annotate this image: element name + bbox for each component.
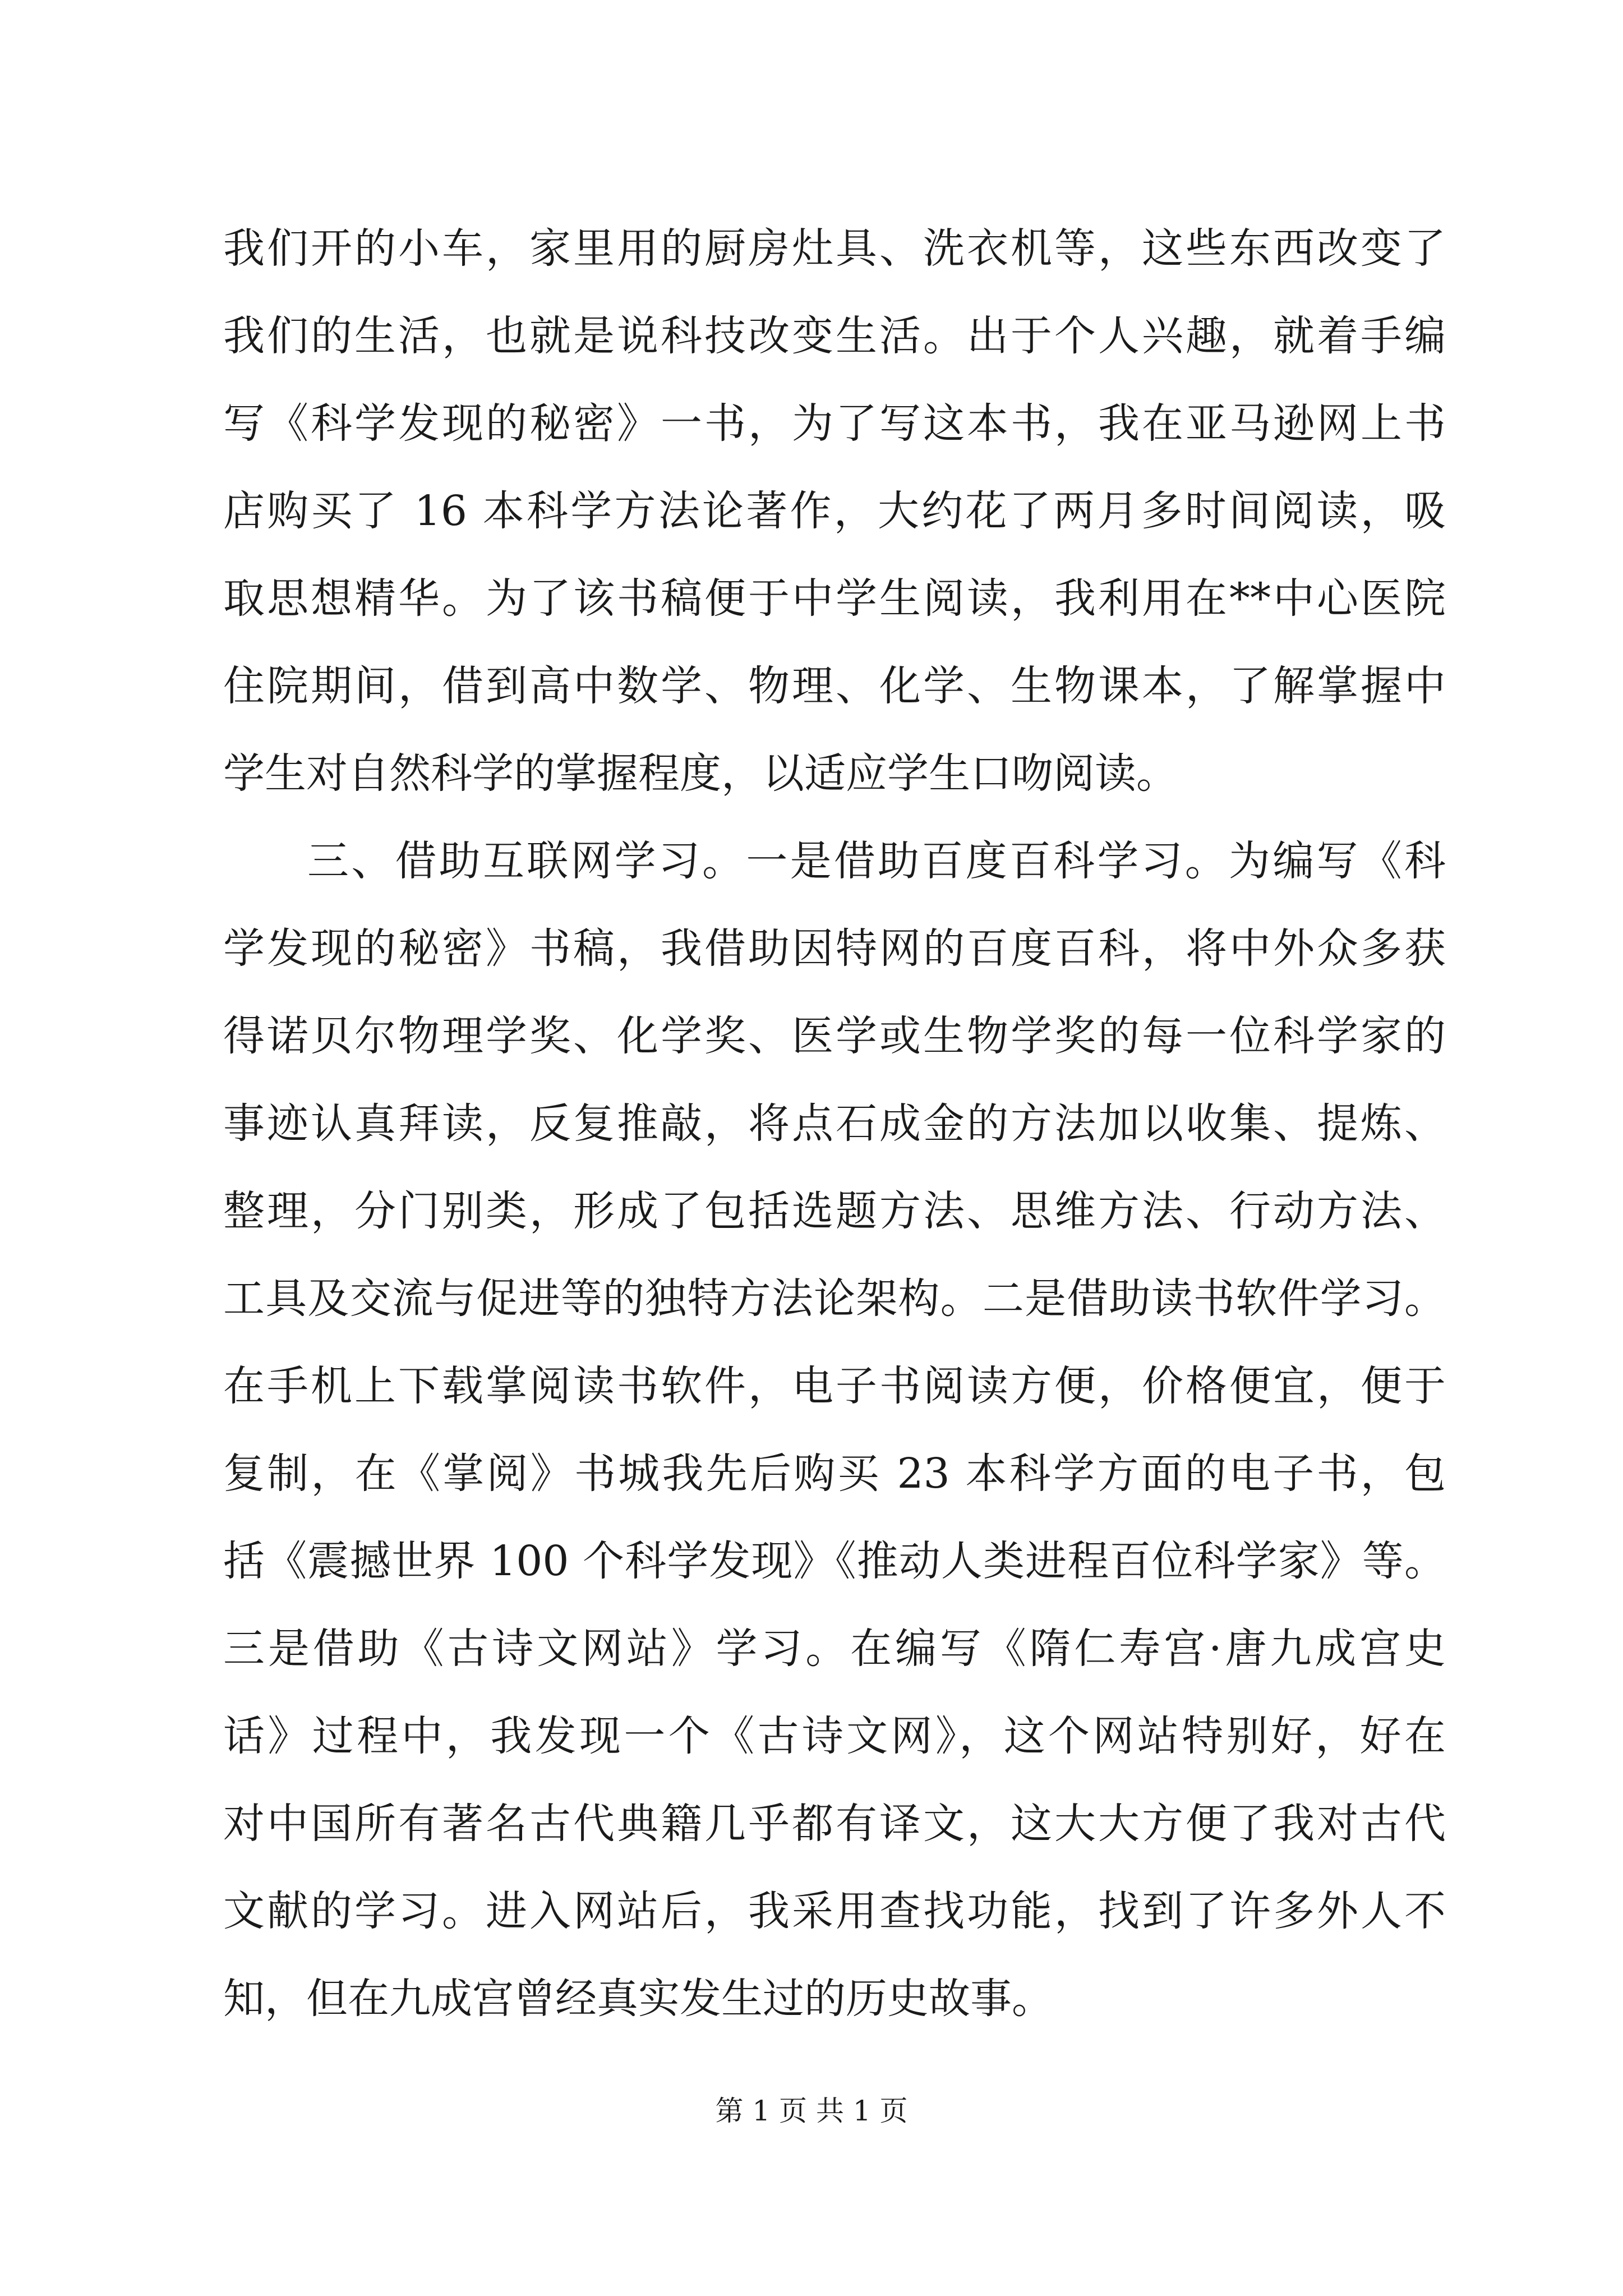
paragraph-start-line: 三、借助互联网学习。一是借助百度百科学习。为编写《科 [307,837,1446,885]
text-line: 复制，在《掌阅》书城我先后购买 23 本科学方面的电子书，包 [223,1450,1446,1498]
text-line: 我们开的小车，家里用的厨房灶具、洗衣机等，这些东西改变了 [223,224,1446,273]
text-line: 文献的学习。进入网站后，我采用查找功能，找到了许多外人不 [223,1887,1446,1935]
text-line: 在手机上下载掌阅读书软件，电子书阅读方便，价格便宜，便于 [223,1362,1446,1410]
body-text [223,205,1446,2042]
text-line: 我们的生活，也就是说科技改变生活。出于个人兴趣，就着手编 [223,312,1446,360]
text-line: 括《震撼世界 100 个科学发现》《推动人类进程百位科学家》等。 [223,1537,1446,1585]
text-line: 事迹认真拜读，反复推敲，将点石成金的方法加以收集、提炼、 [223,1099,1446,1148]
text-line: 学生对自然科学的掌握程度，以适应学生口吻阅读。 [223,749,1178,798]
page-footer [0,2091,1623,2131]
text-line: 话》过程中，我发现一个《古诗文网》，这个网站特别好，好在 [223,1712,1446,1760]
text-line: 知，但在九成宫曾经真实发生过的历史故事。 [223,1975,1053,2023]
text-line: 学发现的秘密》书稿，我借助因特网的百度百科，将中外众多获 [223,924,1446,973]
text-line: 对中国所有著名古代典籍几乎都有译文，这大大方便了我对古代 [223,1800,1446,1848]
text-line: 整理，分门别类，形成了包括选题方法、思维方法、行动方法、 [223,1187,1446,1235]
text-line: 住院期间，借到高中数学、物理、化学、生物课本，了解掌握中 [223,662,1446,710]
text-line: 取思想精华。为了该书稿便于中学生阅读，我利用在**中心医院 [223,574,1446,623]
page-number-label: 第 1 页 共 1 页 [715,2095,908,2127]
text-line: 写《科学发现的秘密》一书，为了写这本书，我在亚马逊网上书 [223,399,1446,448]
text-line: 店购买了 16 本科学方法论著作，大约花了两月多时间阅读，吸 [223,487,1446,535]
text-line: 三是借助《古诗文网站》学习。在编写《隋仁寿宫·唐九成宫史 [223,1625,1446,1673]
text-line: 得诺贝尔物理学奖、化学奖、医学或生物学奖的每一位科学家的 [223,1012,1446,1060]
text-line: 工具及交流与促进等的独特方法论架构。二是借助读书软件学习。 [223,1274,1446,1323]
